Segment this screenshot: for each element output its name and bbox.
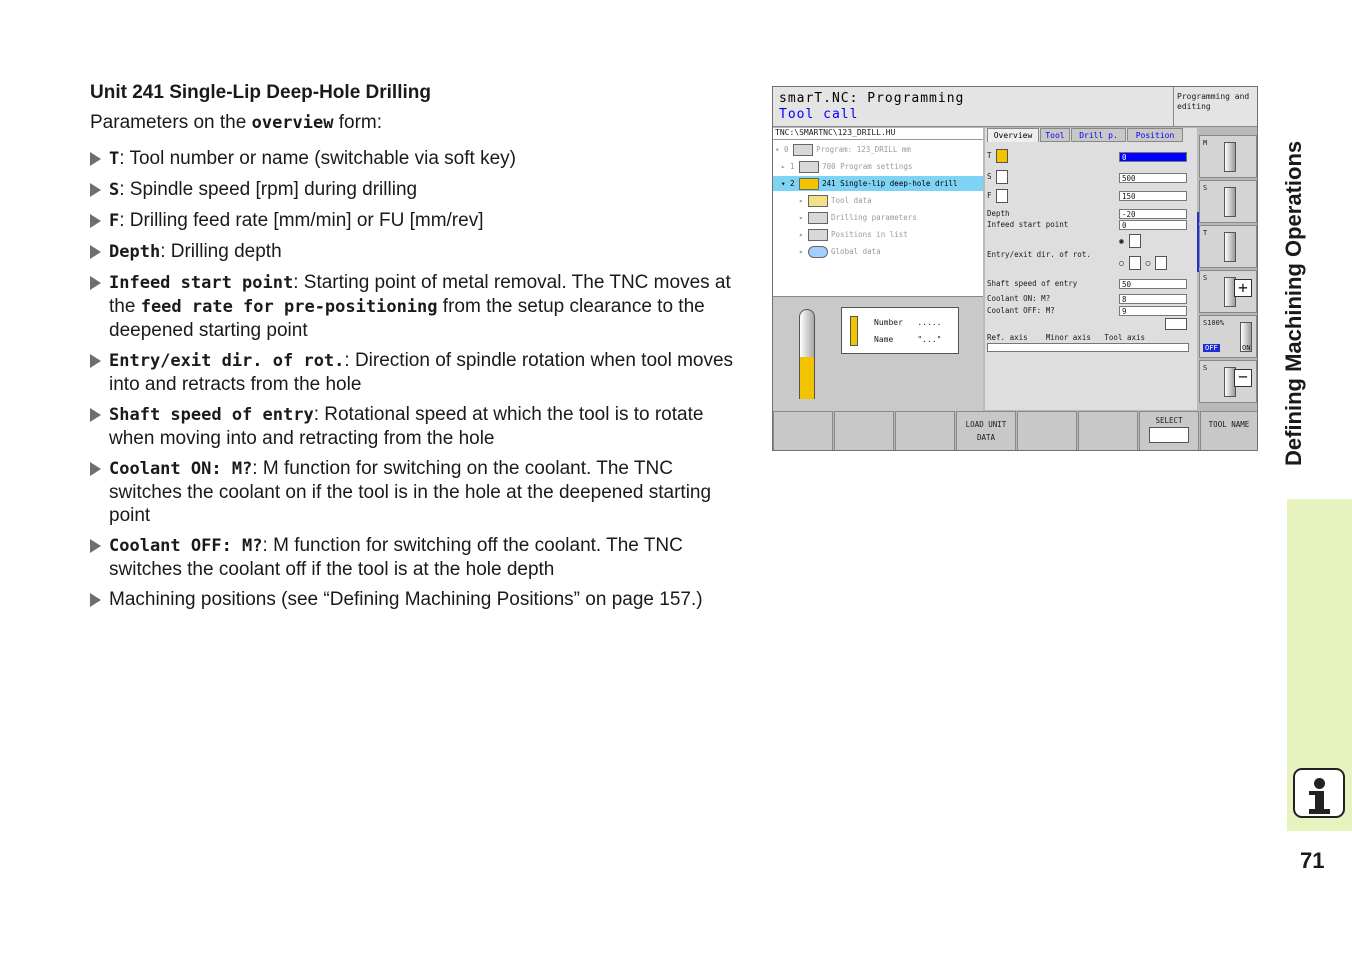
triangle-bullet-icon bbox=[90, 354, 101, 368]
softkey-s-plus[interactable]: S + bbox=[1199, 270, 1257, 313]
softkey-blank[interactable] bbox=[1017, 411, 1077, 451]
tool-icon bbox=[996, 149, 1008, 163]
intro-before: Parameters on the bbox=[90, 112, 252, 133]
coolant-off-label: Coolant OFF: M? bbox=[987, 306, 1055, 315]
intro-after: form: bbox=[333, 112, 383, 133]
param-text: Machining positions (see “Defining Machining Positions” on page 157.) bbox=[109, 589, 703, 610]
f-field[interactable]: 150 bbox=[1119, 191, 1187, 201]
softkey-tool-name[interactable]: TOOL NAME bbox=[1200, 411, 1258, 451]
param-text: : Direction of spindle rotation when tool moves into and retracts from the hole bbox=[109, 350, 734, 395]
plus-icon: + bbox=[1234, 279, 1252, 297]
tab-position[interactable]: Position bbox=[1127, 128, 1183, 142]
list-item bbox=[90, 209, 745, 233]
param-code: T bbox=[109, 149, 120, 169]
feed-icon bbox=[996, 189, 1008, 203]
minus-icon: − bbox=[1234, 369, 1252, 387]
param-code: Shaft speed of entry bbox=[109, 405, 314, 425]
param-text: : M function for switching on the coolant. The TNC switches the coolant on if the tool is in the hole at the deepened starting point bbox=[109, 458, 712, 526]
param-code: Depth bbox=[109, 242, 161, 262]
tool-axis-label: Tool axis bbox=[1104, 333, 1146, 342]
list-item bbox=[90, 457, 745, 527]
softkey-load-unit-data[interactable]: LOAD UNIT DATA bbox=[956, 411, 1016, 451]
tab-tool[interactable]: Tool bbox=[1040, 128, 1070, 142]
param-text: : Drilling feed rate [mm/min] or FU [mm/rev] bbox=[119, 210, 484, 231]
list-item bbox=[90, 178, 745, 202]
triangle-bullet-icon bbox=[90, 183, 101, 197]
param-text: : Rotational speed at which the tool is to rotate when moving into and retracting from the hole bbox=[109, 404, 704, 449]
tree-item[interactable]: ▸ 1 700 Program settings bbox=[781, 162, 913, 171]
list-item bbox=[90, 588, 745, 611]
softkey-blank[interactable] bbox=[1078, 411, 1138, 451]
triangle-bullet-icon bbox=[90, 276, 101, 290]
file-path: TNC:\SMARTNC\123_DRILL.HU bbox=[773, 128, 983, 140]
s-label: S bbox=[987, 172, 992, 181]
depth-field[interactable]: -20 bbox=[1119, 209, 1187, 219]
tree-item[interactable]: ▸ Tool data bbox=[799, 196, 872, 205]
softkey-blank[interactable] bbox=[895, 411, 955, 451]
tree-item[interactable]: ▸ Drilling parameters bbox=[799, 213, 917, 222]
page-number: 71 bbox=[1300, 848, 1325, 873]
softkey-t[interactable]: T bbox=[1199, 225, 1257, 268]
tab-drill[interactable]: Drill p. bbox=[1071, 128, 1126, 142]
cw-rotation-icon bbox=[1129, 256, 1141, 270]
parameter-list bbox=[90, 147, 745, 618]
drill-unit-icon bbox=[799, 178, 819, 190]
f-label: F bbox=[987, 191, 992, 200]
softkey-blank[interactable] bbox=[773, 411, 833, 451]
drilling-icon bbox=[808, 212, 828, 224]
screen-subtitle: Tool call bbox=[779, 107, 859, 122]
info-icon bbox=[1293, 768, 1345, 818]
intro-code: overview bbox=[251, 113, 334, 133]
param-text-continued: from the setup clearance to the deepened starting point bbox=[109, 296, 705, 341]
screen-title: smarT.NC: Programming bbox=[779, 91, 965, 106]
no-rotation-icon bbox=[1129, 234, 1141, 248]
list-item bbox=[90, 534, 745, 581]
param-text: : Drilling depth bbox=[160, 241, 282, 262]
triangle-bullet-icon bbox=[90, 408, 101, 422]
infeed-field[interactable]: 0 bbox=[1119, 220, 1187, 230]
ref-axis-label: Ref. axis bbox=[987, 333, 1028, 342]
softkey-s100[interactable]: S100% OFF ON bbox=[1199, 315, 1257, 358]
tool-info-box: Number ..... Name "..." bbox=[841, 307, 959, 354]
softkey-s-minus[interactable]: S − bbox=[1199, 360, 1257, 403]
coolant-on-field[interactable]: 8 bbox=[1119, 294, 1187, 304]
tree-item[interactable]: ▸ Global data bbox=[799, 247, 881, 256]
triangle-bullet-icon bbox=[90, 462, 101, 476]
infeed-label: Infeed start point bbox=[987, 220, 1069, 229]
param-code-inline: feed rate for pre-positioning bbox=[140, 297, 438, 317]
param-code: Infeed start point bbox=[109, 273, 294, 293]
softkey-m[interactable]: M bbox=[1199, 135, 1257, 178]
t-field[interactable]: 0 bbox=[1119, 152, 1187, 162]
tree-item-selected[interactable]: ▾ 2 241 Single-lip deep-hole drill bbox=[773, 176, 983, 191]
program-icon bbox=[793, 144, 813, 156]
t-label: T bbox=[987, 151, 992, 160]
depth-label: Depth bbox=[987, 209, 1010, 218]
tab-overview[interactable]: Overview bbox=[987, 128, 1039, 142]
mode-label: Programming and editing bbox=[1173, 87, 1258, 127]
entry-label: Entry/exit dir. of rot. bbox=[987, 250, 1091, 259]
param-code: Coolant OFF: M? bbox=[109, 536, 263, 556]
section-heading: Unit 241 Single-Lip Deep-Hole Drilling bbox=[90, 82, 431, 103]
param-text: : M function for switching off the coolant. The TNC switches the coolant off if the tool is at the hole depth bbox=[109, 535, 683, 580]
tool-table-icon bbox=[1149, 427, 1189, 443]
overview-form bbox=[985, 128, 1197, 410]
tree-item[interactable]: ▾ 0 Program: 123_DRILL mm bbox=[775, 145, 911, 154]
softkey-s[interactable]: S bbox=[1199, 180, 1257, 223]
param-code: S bbox=[109, 180, 120, 200]
tool-icon bbox=[850, 316, 858, 346]
settings-icon bbox=[799, 161, 819, 173]
coolant-on-label: Coolant ON: M? bbox=[987, 294, 1051, 303]
softkey-blank[interactable] bbox=[834, 411, 894, 451]
intro-text bbox=[90, 112, 382, 134]
drill-tip bbox=[800, 357, 814, 399]
shaft-label: Shaft speed of entry bbox=[987, 279, 1078, 288]
param-code: F bbox=[109, 211, 120, 231]
param-text: : Starting point of metal removal. The TNC moves at the bbox=[109, 272, 731, 317]
program-tree bbox=[773, 140, 983, 296]
screen-header bbox=[773, 87, 1173, 127]
globe-icon bbox=[808, 246, 828, 258]
list-item bbox=[90, 147, 745, 171]
spindle-icon bbox=[996, 170, 1008, 184]
ccw-rotation-icon bbox=[1155, 256, 1167, 270]
triangle-bullet-icon bbox=[90, 214, 101, 228]
s-field[interactable]: 500 bbox=[1119, 173, 1187, 183]
spindle-icon bbox=[1224, 187, 1236, 217]
list-item bbox=[90, 240, 745, 264]
coolant-off-field[interactable]: 9 bbox=[1119, 306, 1187, 316]
triangle-bullet-icon bbox=[90, 593, 101, 607]
list-item bbox=[90, 403, 745, 450]
tool-change-icon bbox=[1224, 232, 1236, 262]
param-text: : Tool number or name (switchable via soft key) bbox=[119, 148, 516, 169]
rotation-direction-options[interactable]: ○ ○ bbox=[1119, 256, 1167, 270]
form-tabs bbox=[985, 128, 1197, 142]
tool-icon bbox=[808, 195, 828, 207]
param-text: : Spindle speed [rpm] during drilling bbox=[119, 179, 418, 200]
minor-axis-label: Minor axis bbox=[1045, 333, 1091, 342]
axis-labels bbox=[987, 333, 1193, 342]
axis-selector[interactable] bbox=[987, 343, 1189, 352]
param-code: Entry/exit dir. of rot. bbox=[109, 351, 345, 371]
param-code: Coolant ON: M? bbox=[109, 459, 253, 479]
shaft-field[interactable]: 50 bbox=[1119, 279, 1187, 289]
rotation-options[interactable]: ◉ bbox=[1119, 234, 1141, 248]
triangle-bullet-icon bbox=[90, 539, 101, 553]
tree-item[interactable]: ▸ Positions in list bbox=[799, 230, 908, 239]
triangle-bullet-icon bbox=[90, 245, 101, 259]
list-item bbox=[90, 271, 745, 342]
on-indicator: ON bbox=[1242, 344, 1251, 352]
off-indicator: OFF bbox=[1205, 344, 1218, 352]
spindle-icon bbox=[1224, 142, 1236, 172]
positions-icon bbox=[808, 229, 828, 241]
tool-preview bbox=[773, 296, 983, 411]
triangle-bullet-icon bbox=[90, 152, 101, 166]
softkey-select[interactable]: SELECT bbox=[1139, 411, 1199, 451]
tnc-screenshot bbox=[772, 86, 1258, 451]
chapter-title: Defining Machining Operations bbox=[1281, 140, 1306, 466]
list-item bbox=[90, 349, 745, 396]
plane-icon bbox=[1165, 318, 1187, 330]
